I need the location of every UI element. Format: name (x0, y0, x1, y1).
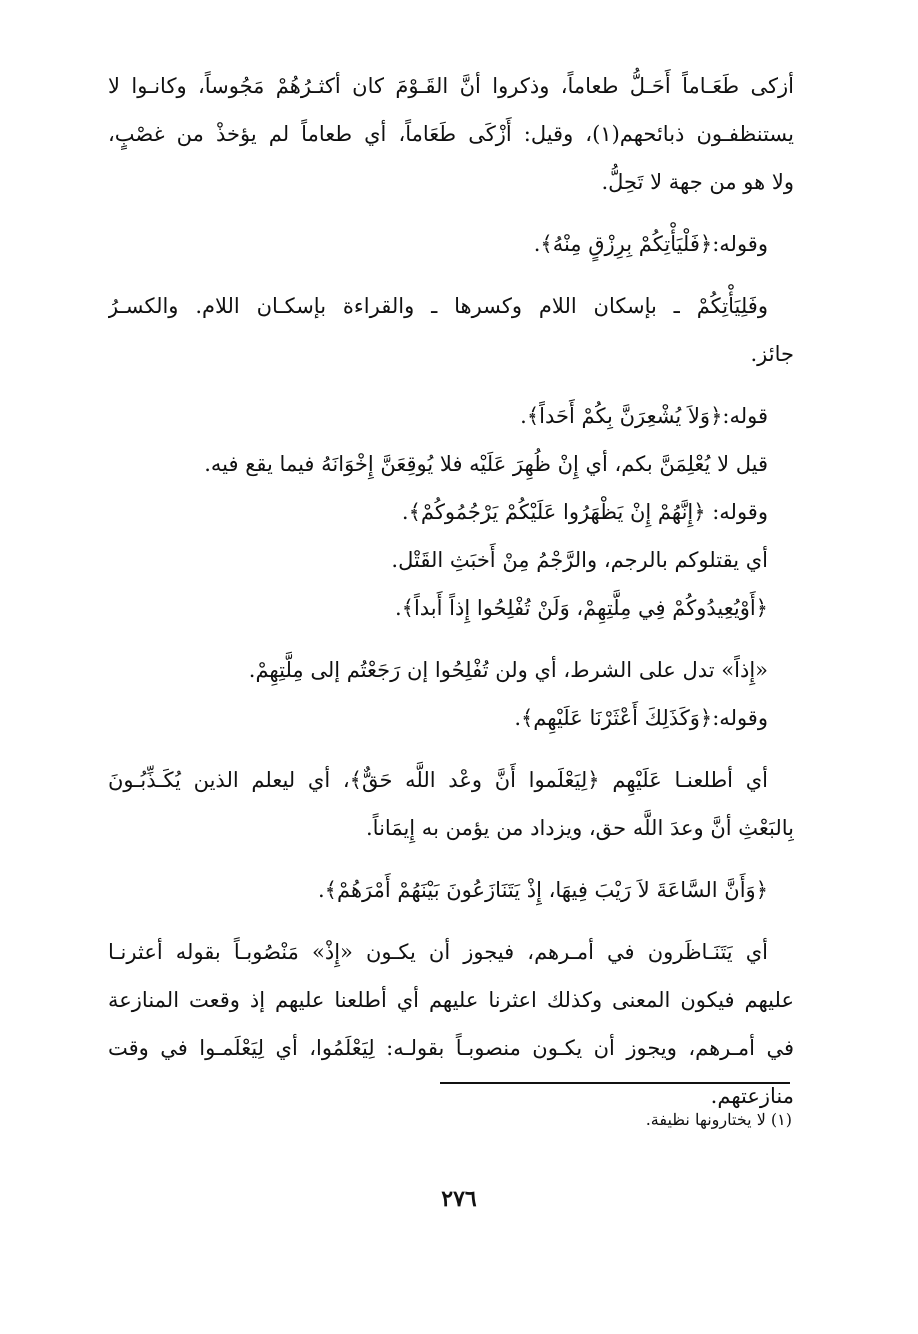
text-line: ولا هو من جهة لا تَحِلُّ. (601, 170, 794, 194)
text-line: جائز. (750, 342, 794, 366)
page-number: ٢٧٦ (441, 1186, 477, 1212)
text-line: قوله:﴿وَلاَ يُشْعِرَنَّ بِكُمْ أَحَداً﴾. (520, 404, 768, 428)
text-line: وقوله:﴿فَلْيَأْتِكُمْ بِرِزْقٍ مِنْهُ﴾. (533, 232, 768, 256)
text-line: «إِذاً» تدل على الشرط، أي ولن تُفْلِحُوا إن رَجَعْتُم إلى مِلَّتِهِمْ. (248, 658, 768, 682)
text-line: منازعتهم. (710, 1084, 794, 1108)
text-line: قيل لا يُعْلِمَنَّ بكم، أي إِنْ ظُهِرَ عَلَيْه فلا يُوقِعَنَّ إِخْوَانَهُ فيما يقع فيه. (204, 452, 768, 476)
text-line: يستنظفـون ذبائحهم(١)، وقيل: أَزْكَى طَعَاماً، أي طعاماً لم يؤخذْ من غصْبٍ، (108, 122, 794, 146)
text-line: أزكى طَعَـاماً أَحَـلُّ طعاماً، وذكروا أنَّ القَـوْمَ كان أكثـرُهُمْ مَجُوساً، وكانـوا لا (108, 74, 794, 98)
page-body (108, 62, 794, 1120)
text-line: أي يقتلوكم بالرجم، والرَّجْمُ مِنْ أَخبَثِ القَتْل. (391, 548, 768, 572)
footnote: (١) لا يختارونها نظيفة. (645, 1110, 792, 1129)
text-line: أي يَتَنَـاظَرون في أمـرهم، فيجوز أن يكـون «إِذْ» مَنْصُوبـاً بقوله أعثرنـا (108, 940, 768, 964)
text-line: عليهم فيكون المعنى وكذلك اعثرنا عليهم أي أطلعنا عليهم إذ وقعت المنازعة (108, 988, 794, 1012)
text-line: ﴿أَوْيُعِيدُوكُمْ فِي مِلَّتِهِمْ، وَلَنْ تُفْلِحُوا إِذاً أَبداً﴾. (394, 596, 768, 620)
footnote-separator (440, 1082, 790, 1084)
text-line: أي أطلعنـا عَلَيْهِم ﴿لِيَعْلَموا أَنَّ وعْد اللَّه حَقٌّ﴾، أي ليعلم الذين يُكَـذِّبُـونَ (108, 768, 768, 792)
text-line: في أمـرهم، ويجوز أن يكـون منصوبـاً بقولـه: لِيَعْلَمُوا، أي لِيَعْلَمـوا في وقت (108, 1036, 794, 1060)
text-line: بِالبَعْثِ أنَّ وعدَ اللَّه حق، ويزداد من يؤمن به إِيمَاناً. (366, 816, 794, 840)
text-line: وفَلِيَأْتِكُمْ ـ بإسكان اللام وكسرها ـ والقراءة بإسكـان اللام. والكسـرُ (108, 294, 768, 318)
text-line: وقوله: ﴿إِنَّهُمْ إِنْ يَظْهَرُوا عَلَيْكُمْ يَرْجُمُوكُمْ﴾. (401, 500, 768, 524)
text-line: وقوله:﴿وَكَذَلِكَ أَعْثَرْنَا عَلَيْهِم﴾. (514, 706, 768, 730)
text-line: ﴿وَأَنَّ السَّاعَةَ لاَ رَيْبَ فِيهَا، إِذْ يَتَنَازَعُونَ بَيْنَهُمْ أَمْرَهُمْ﴾. (318, 878, 768, 902)
